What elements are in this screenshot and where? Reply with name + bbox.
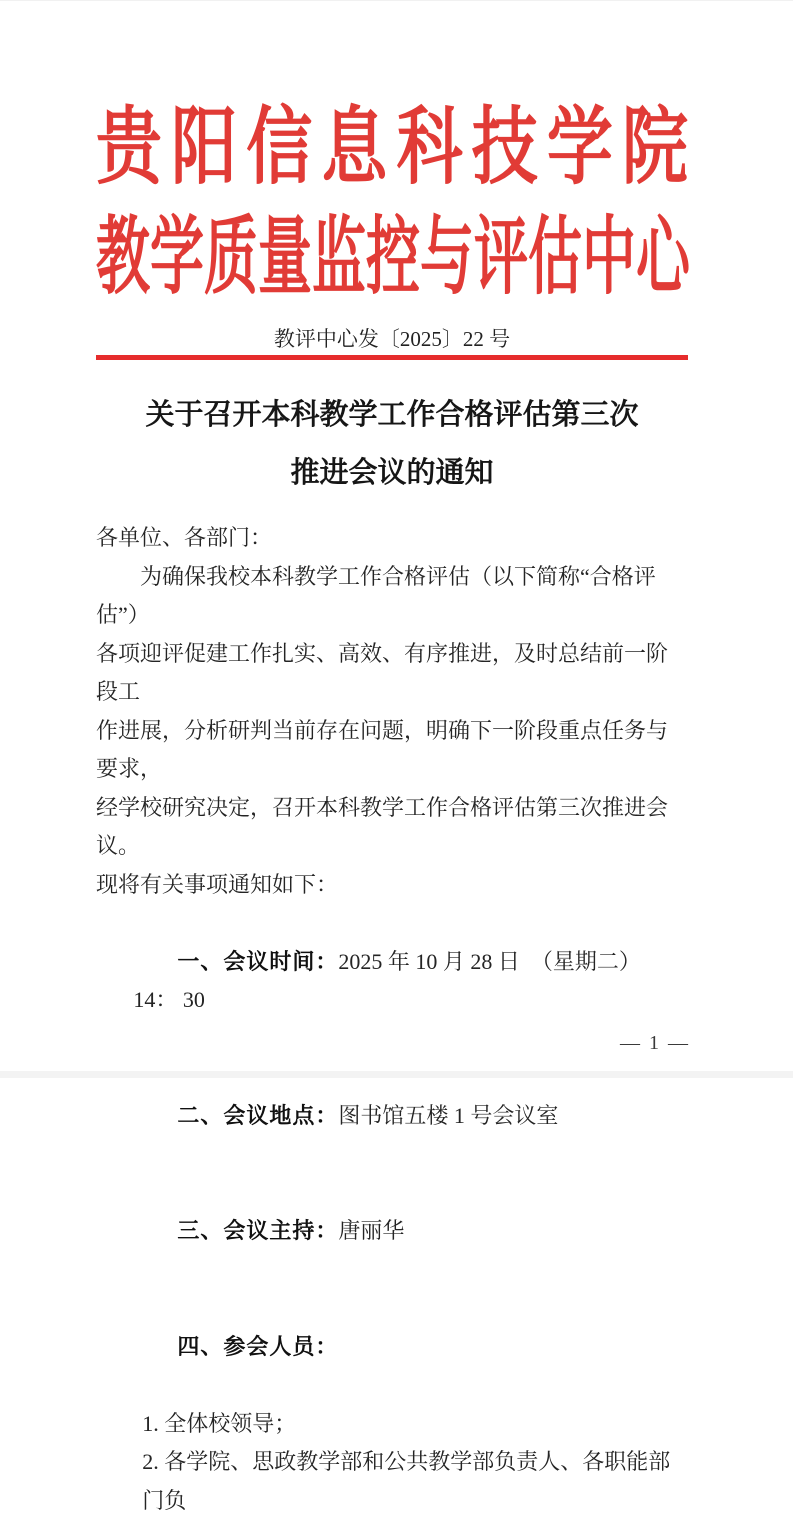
meeting-host-label: 三、会议主持： — [177, 1218, 339, 1243]
meeting-place-label: 二、会议地点： — [177, 1102, 339, 1128]
scan-artifact-band — [0, 1071, 793, 1078]
paragraph-line: 经学校研究决定，召开本科教学工作合格评估第三次推进会议。 — [96, 794, 669, 858]
red-separator-rule — [96, 355, 688, 360]
notice-title-line1: 关于召开本科教学工作合格评估第三次 — [145, 399, 639, 431]
notice-title-line2: 推进会议的通知 — [290, 457, 494, 489]
meeting-place-value: 图书馆五楼 1 号会议室 — [338, 1102, 559, 1128]
attendee-line: 1. 全体校领导； — [142, 1410, 297, 1436]
meeting-time-label: 一、会议时间： — [177, 948, 339, 974]
paragraph-line: 现将有关事项通知如下： — [96, 871, 339, 897]
meeting-time-value: 2025 年 10 月 28 日 （星期二） 14： 30 — [133, 948, 652, 1012]
notice-body — [96, 519, 688, 1520]
meeting-host-item — [96, 1174, 688, 1290]
page-number: — 1 — — [620, 1032, 690, 1054]
paragraph-line: 为确保我校本科教学工作合格评估（以下简称“合格评估”） — [96, 563, 656, 627]
org-name-line1: 贵阳信息科技学院 — [96, 101, 688, 196]
attendees-item — [96, 1289, 688, 1405]
meeting-host-value: 唐丽华 — [338, 1218, 405, 1243]
letterhead — [96, 101, 690, 360]
paragraph-line: 作进展，分析研判当前存在问题，明确下一阶段重点任务与要求， — [96, 717, 669, 781]
meeting-time-item — [96, 904, 688, 1058]
notice-title — [96, 386, 688, 502]
salutation: 各单位、各部门： — [96, 525, 273, 550]
paragraph-line: 各项迎评促建工作扎实、高效、有序推进，及时总结前一阶段工 — [96, 640, 669, 704]
attendee-line: 2. 各学院、思政教学部和公共教学部负责人、各职能部门负 — [142, 1449, 671, 1513]
doc-number: 教评中心发〔2025〕22 号 — [273, 327, 511, 351]
document-content — [96, 1, 688, 1520]
attendees-label: 四、参会人员： — [177, 1333, 339, 1359]
org-name-line2: 教学质量监控与评估中心 — [96, 210, 690, 306]
